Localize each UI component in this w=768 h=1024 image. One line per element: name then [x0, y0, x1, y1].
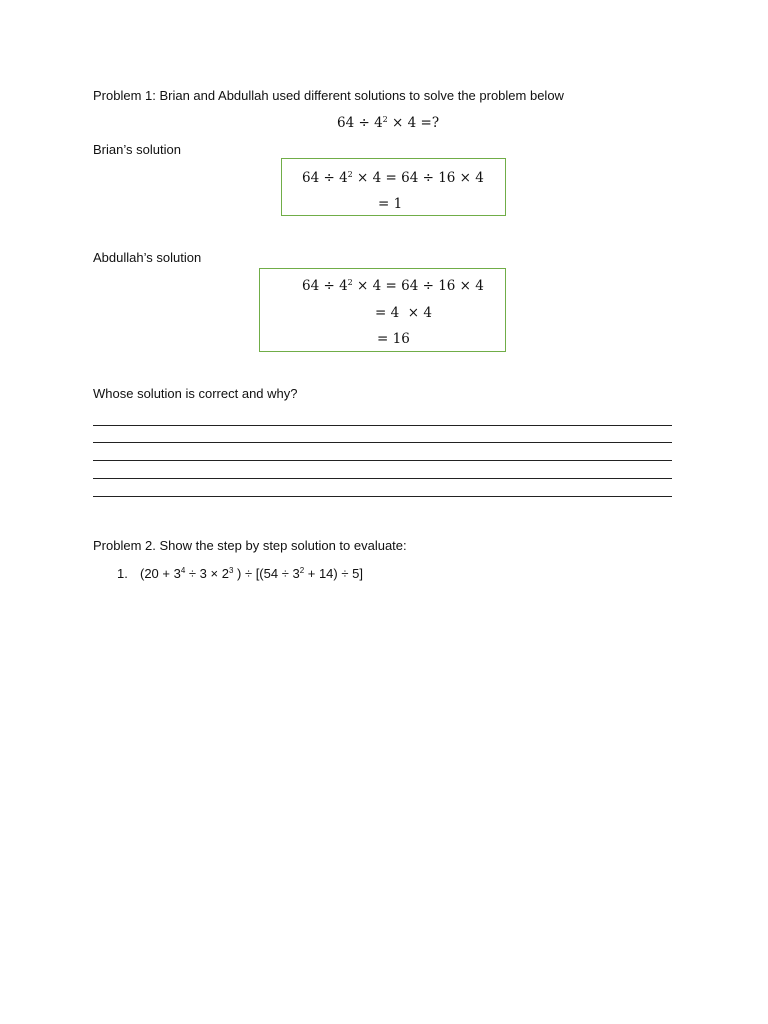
brian-solution-line-1 [302, 169, 484, 187]
brian-solution-label: Brian’s solution [93, 142, 181, 157]
answer-line[interactable] [93, 442, 672, 443]
expression-base: 64 ÷ 4 [337, 115, 383, 131]
abdullah-line1-post: × 4 = 64 ÷ 16 × 4 [352, 278, 484, 294]
item-part-1: (20 + 3 [140, 566, 181, 581]
problem1-heading: Problem 1: Brian and Abdullah used different solutions to solve the problem below [93, 88, 564, 103]
item-exponent-2: 3 [228, 566, 234, 575]
abdullah-solution-line-3: = 16 [377, 331, 410, 347]
expression-exponent: 2 [382, 115, 388, 124]
brian-solution-line-2: = 1 [378, 196, 403, 212]
problem2-item-number: 1. [117, 566, 128, 581]
answer-line[interactable] [93, 425, 672, 426]
problem2-heading: Problem 2. Show the step by step solution to evaluate: [93, 538, 407, 553]
brian-line1-exponent: 2 [347, 170, 353, 179]
item-part-2: ÷ 3 × 2 [185, 566, 229, 581]
abdullah-solution-line-1 [302, 277, 484, 295]
brian-line1-pre: 64 ÷ 4 [302, 170, 348, 186]
answer-line[interactable] [93, 460, 672, 461]
item-exponent-3: 2 [299, 566, 305, 575]
abdullah-solution-label: Abdullah’s solution [93, 250, 202, 265]
item-part-3: ) ÷ [(54 ÷ 3 [233, 566, 300, 581]
brian-line1-post: × 4 = 64 ÷ 16 × 4 [352, 170, 484, 186]
expression-rest: × 4 =? [387, 115, 440, 131]
abdullah-line1-exponent: 2 [347, 278, 353, 287]
question-text: Whose solution is correct and why? [93, 386, 298, 401]
answer-line[interactable] [93, 496, 672, 497]
answer-line[interactable] [93, 478, 672, 479]
brian-solution-box [281, 158, 506, 216]
problem1-expression [337, 114, 439, 132]
item-exponent-1: 4 [180, 566, 186, 575]
abdullah-solution-line-2: = 4 × 4 [375, 305, 432, 321]
abdullah-solution-box [259, 268, 506, 352]
abdullah-line1-pre: 64 ÷ 4 [302, 278, 348, 294]
problem2-item-expression [140, 566, 363, 582]
item-part-4: + 14) ÷ 5] [304, 566, 363, 581]
